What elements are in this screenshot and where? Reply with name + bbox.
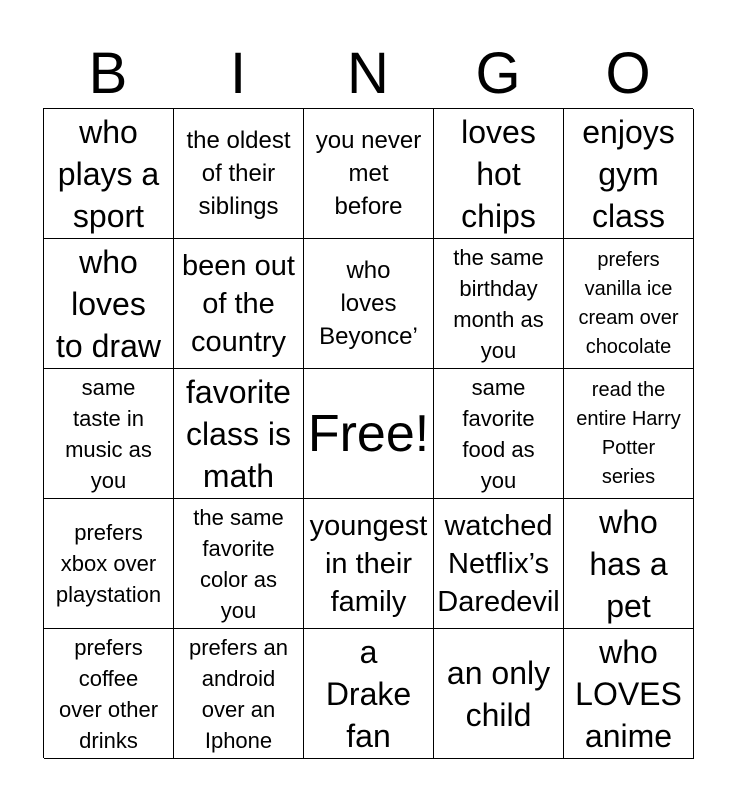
bingo-cell[interactable]	[174, 369, 304, 499]
bingo-cell[interactable]	[174, 109, 304, 239]
bingo-cell[interactable]	[44, 369, 174, 499]
bingo-cell[interactable]	[174, 499, 304, 629]
bingo-cell[interactable]	[434, 239, 564, 369]
bingo-header	[43, 40, 693, 108]
cell-text: the same birthday month as you	[453, 244, 544, 363]
bingo-cell[interactable]	[564, 499, 694, 629]
bingo-cell[interactable]	[174, 629, 304, 759]
bingo-cell[interactable]	[564, 629, 694, 759]
bingo-cell[interactable]	[304, 239, 434, 369]
cell-text: the same favorite color as you	[193, 504, 284, 623]
cell-text: an only child	[446, 654, 551, 733]
cell-text: a Drake fan	[325, 633, 412, 754]
cell-text: been out of the country	[182, 249, 295, 358]
bingo-cell[interactable]	[434, 109, 564, 239]
cell-text: prefers an android over an Iphone	[188, 634, 289, 753]
cell-text: enjoys gym class	[582, 113, 675, 234]
cell-text: who LOVES anime	[575, 633, 682, 754]
bingo-cell[interactable]	[434, 629, 564, 759]
bingo-cell[interactable]	[304, 629, 434, 759]
header-letter-i: I	[229, 41, 247, 106]
cell-text: same taste in music as you	[65, 374, 152, 493]
cell-text: who loves Beyonce’	[319, 257, 418, 350]
cell-text: favorite class is math	[186, 373, 291, 494]
cell-text: the oldest of their siblings	[186, 127, 291, 220]
cell-text: loves hot chips	[461, 113, 536, 234]
cell-text: watched Netflix’s Daredevil	[437, 509, 560, 618]
cell-text: prefers coffee over other drinks	[58, 634, 159, 753]
cell-text: who loves to draw	[56, 243, 161, 364]
cell-text: prefers vanilla ice cream over chocolate	[578, 248, 679, 358]
bingo-cell[interactable]	[564, 369, 694, 499]
bingo-cell[interactable]	[44, 629, 174, 759]
free-space[interactable]	[304, 369, 434, 499]
bingo-cell[interactable]	[44, 499, 174, 629]
bingo-cell[interactable]	[304, 109, 434, 239]
bingo-cell[interactable]	[174, 239, 304, 369]
bingo-cell[interactable]	[44, 239, 174, 369]
cell-text: same favorite food as you	[462, 374, 535, 493]
header-letter-o: O	[605, 41, 651, 106]
bingo-cell[interactable]	[564, 239, 694, 369]
bingo-cell[interactable]	[564, 109, 694, 239]
cell-text: prefers xbox over playstation	[55, 520, 162, 607]
cell-text: youngest in their family	[309, 509, 428, 618]
cell-text: who plays a sport	[57, 113, 160, 234]
header-letter-b: B	[88, 41, 128, 106]
bingo-cell[interactable]	[434, 499, 564, 629]
header-letter-n: N	[347, 41, 389, 106]
bingo-cell[interactable]	[44, 109, 174, 239]
header-letter-g: G	[475, 41, 521, 106]
cell-text: read the entire Harry Potter series	[576, 378, 681, 488]
bingo-cell[interactable]	[434, 369, 564, 499]
bingo-cell[interactable]	[304, 499, 434, 629]
cell-text: who has a pet	[589, 503, 668, 624]
free-text: Free!	[307, 404, 430, 463]
bingo-grid	[43, 108, 693, 758]
cell-text: you never met before	[315, 127, 422, 220]
